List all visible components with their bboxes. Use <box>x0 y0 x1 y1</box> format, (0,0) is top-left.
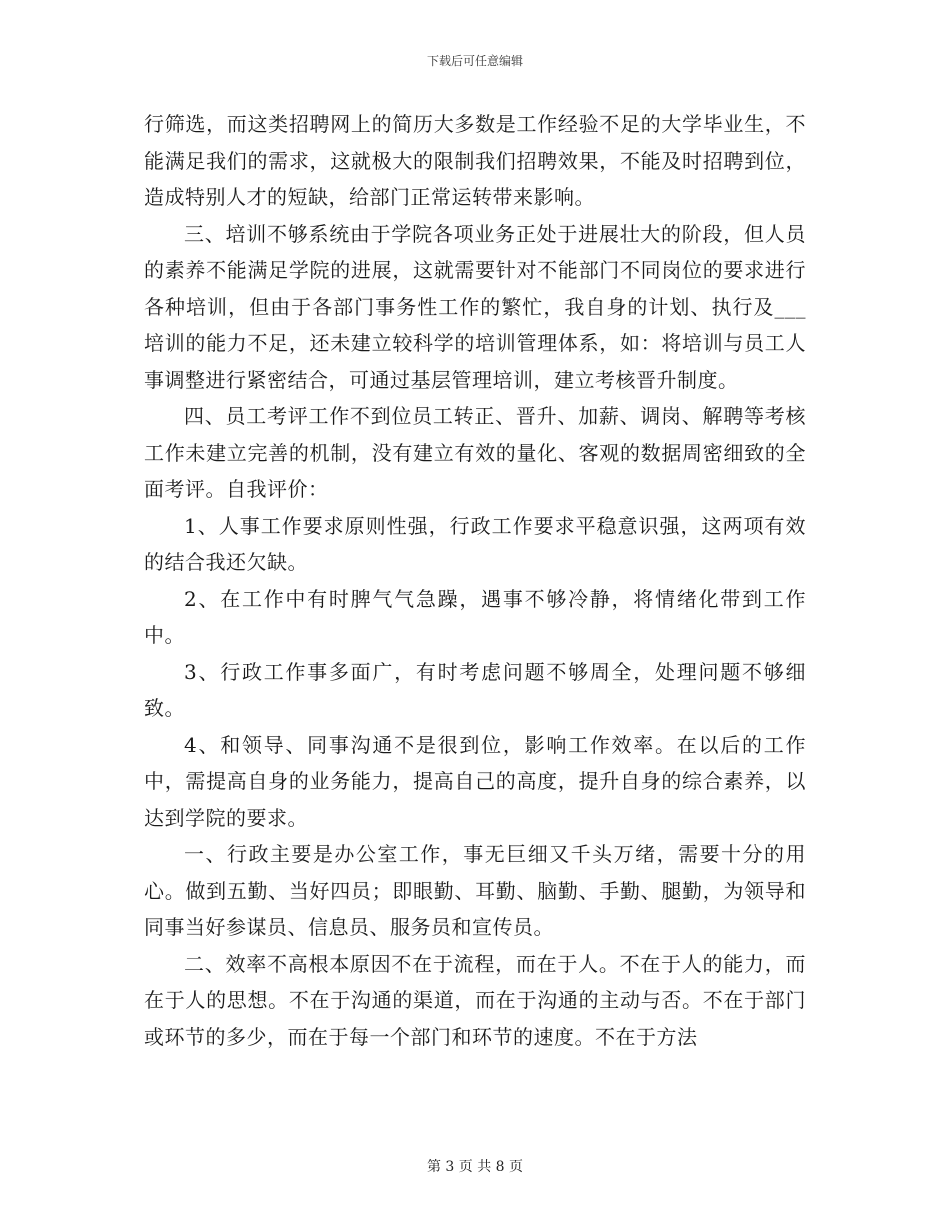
page-header: 下载后可任意编辑 <box>426 54 523 68</box>
page-number: 第 3 页 共 8 页 <box>426 1159 524 1175</box>
document-body <box>144 106 806 1055</box>
paragraph-self-eval-3: 3、行政工作事多面广，有时考虑问题不够周全，处理问题不够细致。 <box>144 659 806 720</box>
paragraph-evaluation: 四、员工考评工作不到位员工转正、晋升、加薪、调岗、解聘等考核工作未建立完善的机制，没有建立有效的量化、客观的数据周密细致的全面考评。自我评价： <box>144 404 806 501</box>
paragraph-efficiency: 二、效率不高根本原因不在于流程，而在于人。不在于人的能力，而在于人的思想。不在于沟通的渠道，而在于沟通的主动与否。不在于部门或环节的多少，而在于每一个部门和环节的速度。不在于方法 <box>144 951 806 1049</box>
paragraph-self-eval-1: 1、人事工作要求原则性强，行政工作要求平稳意识强，这两项有效的结合我还欠缺。 <box>144 513 806 574</box>
paragraph-admin-work: 一、行政主要是办公室工作，事无巨细又千头万绪，需要十分的用心。做到五勤、当好四员；即眼勤、耳勤、脑勤、手勤、腿勤，为领导和同事当好参谋员、信息员、服务员和宣传员。 <box>144 842 806 939</box>
paragraph-self-eval-4: 4、和领导、同事沟通不是很到位，影响工作效率。在以后的工作中，需提高自身的业务能力，提高自己的高度，提升自身的综合素养，以达到学院的要求。 <box>144 732 806 830</box>
paragraph-training: 三、培训不够系统由于学院各项业务正处于进展壮大的阶段，但人员的素养不能满足学院的进展，这就需要针对不能部门不同岗位的要求进行各种培训，但由于各部门事务性工作的繁忙，我自身的计划、执行及___培训的能力不足，还未建立较科学的培训管理体系，如：将培训与员工人事调整进行紧密结合，可通过基层管理培训，建立考核晋升制度。 <box>144 221 806 392</box>
paragraph-continuation: 行筛选，而这类招聘网上的简历大多数是工作经验不足的大学毕业生，不能满足我们的需求，这就极大的限制我们招聘效果，不能及时招聘到位，造成特别人才的短缺，给部门正常运转带来影响。 <box>144 112 806 209</box>
paragraph-self-eval-2: 2、在工作中有时脾气气急躁，遇事不够冷静，将情绪化带到工作中。 <box>144 586 806 647</box>
